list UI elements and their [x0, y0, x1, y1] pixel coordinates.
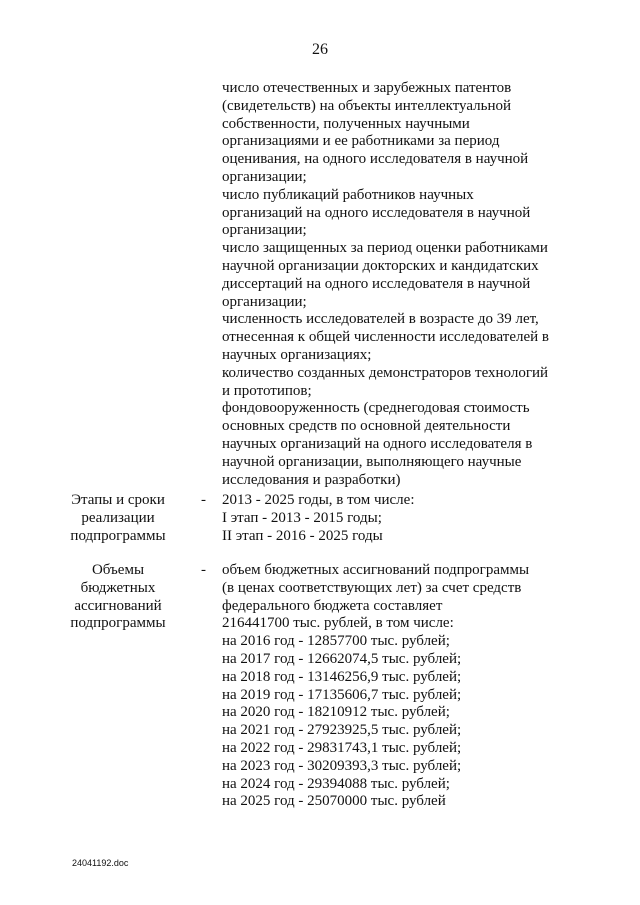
- indicators-block: [222, 80, 622, 489]
- footer-filename: 24041192.doc: [72, 858, 129, 868]
- text-line: на 2021 год - 27923925,5 тыс. рублей;: [222, 722, 462, 739]
- text-line: объем бюджетных ассигнований подпрограммы: [222, 562, 530, 578]
- text-line: научной организации докторских и кандидатских: [222, 257, 539, 274]
- text-line: федерального бюджета составляет: [222, 597, 443, 614]
- stages-dash: -: [201, 492, 206, 508]
- text-line: организации;: [222, 293, 307, 310]
- text-line: на 2020 год - 18210912 тыс. рублей;: [222, 704, 450, 721]
- text-line: на 2025 год - 25070000 тыс. рублей: [222, 793, 446, 810]
- text-line: на 2018 год - 13146256,9 тыс. рублей;: [222, 668, 462, 685]
- text-line: на 2017 год - 12662074,5 тыс. рублей;: [222, 650, 462, 667]
- text-line: оценивания, на одного исследователя в научной: [222, 151, 529, 168]
- text-line: число публикаций работников научных: [222, 186, 474, 203]
- text-line: 216441700 тыс. рублей, в том числе:: [222, 615, 454, 632]
- text-line: организации;: [222, 168, 307, 185]
- text-line: (в ценах соответствующих лет) за счет средств: [222, 579, 522, 596]
- text-line: численность исследователей в возрасте до 39 лет,: [222, 311, 539, 328]
- text-line: число защищенных за период оценки работниками: [222, 240, 548, 257]
- text-line: научной организации, выполняющего научные: [222, 453, 522, 470]
- label-line: Этапы и сроки: [71, 492, 165, 508]
- text-line: организации;: [222, 222, 307, 239]
- text-line: собственности, полученных научными: [222, 115, 470, 132]
- stages-content: [222, 492, 622, 545]
- text-line: 2013 - 2025 годы, в том числе:: [222, 492, 415, 508]
- text-line: научных организаций на одного исследователя в: [222, 435, 533, 452]
- text-line: научных организациях;: [222, 346, 372, 363]
- text-line: основных средств по основной деятельности: [222, 418, 511, 435]
- label-line: реализации: [81, 509, 155, 526]
- text-line: на 2016 год - 12857700 тыс. рублей;: [222, 633, 450, 650]
- text-line: организаций на одного исследователя в научной: [222, 204, 531, 221]
- text-line: диссертаций на одного исследователя в научной: [222, 275, 531, 292]
- text-line: (свидетельств) на объекты интеллектуальной: [222, 97, 512, 114]
- stages-label: [38, 492, 198, 545]
- label-line: Объемы: [91, 562, 145, 578]
- page-number: 26: [312, 41, 328, 58]
- text-line: отнесенная к общей численности исследователей в: [222, 329, 550, 346]
- text-line: и прототипов;: [222, 382, 312, 399]
- text-line: на 2022 год - 29831743,1 тыс. рублей;: [222, 739, 462, 756]
- text-line: исследования и разработки): [222, 471, 401, 488]
- text-line: фондовооруженность (среднегодовая стоимость: [222, 400, 530, 417]
- text-line: число отечественных и зарубежных патентов: [222, 80, 512, 96]
- text-line: на 2024 год - 29394088 тыс. рублей;: [222, 775, 450, 792]
- budget-label: [38, 562, 198, 633]
- text-line: I этап - 2013 - 2015 годы;: [222, 509, 382, 526]
- label-line: бюджетных: [80, 579, 156, 596]
- text-line: на 2019 год - 17135606,7 тыс. рублей;: [222, 686, 462, 703]
- text-line: II этап - 2016 - 2025 годы: [222, 527, 383, 544]
- budget-dash: -: [201, 562, 206, 578]
- budget-content: [222, 562, 622, 811]
- label-line: ассигнований: [74, 597, 162, 614]
- label-line: подпрограммы: [70, 527, 166, 544]
- text-line: на 2023 год - 30209393,3 тыс. рублей;: [222, 757, 462, 774]
- text-line: организациями и ее работниками за период: [222, 133, 500, 150]
- text-line: количество созданных демонстраторов технологий: [222, 364, 549, 381]
- label-line: подпрограммы: [70, 615, 166, 632]
